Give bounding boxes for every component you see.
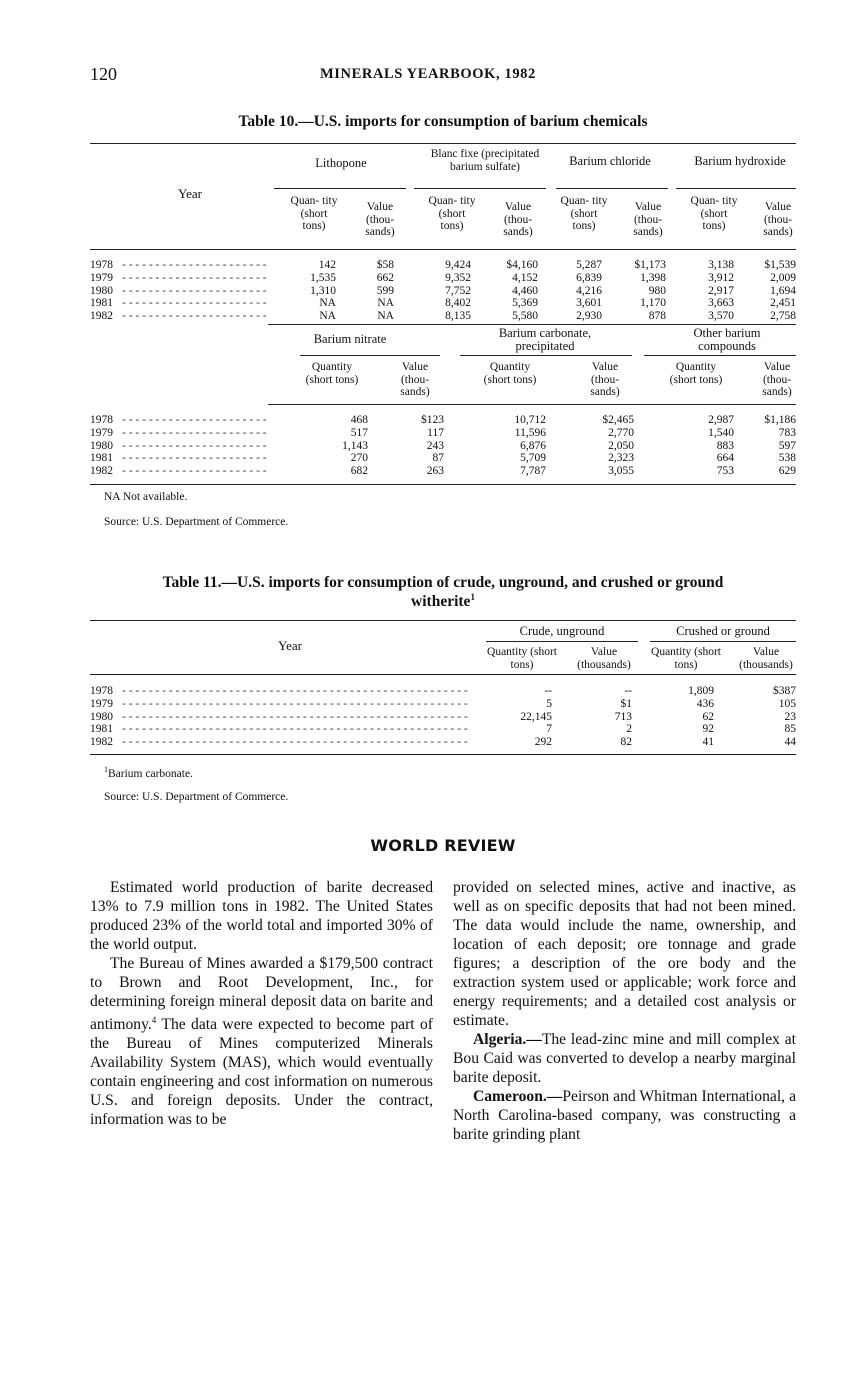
footnote-ref: 4	[151, 1015, 157, 1025]
table11-year: 1980	[90, 710, 113, 723]
country-lead: Algeria.—	[473, 1031, 542, 1048]
table-cell: --	[624, 685, 632, 697]
table10-group-other-barium: Other barium compounds	[693, 326, 761, 353]
left-column	[90, 878, 433, 1129]
table11-header-rule	[90, 674, 796, 675]
table11-group-crude: Crude, unground	[519, 624, 605, 638]
table11-title-word: witherite	[411, 593, 471, 611]
table10-bgroup-rule-3	[644, 355, 796, 356]
table10-sub-val-2: Value (thou- sands)	[503, 201, 533, 238]
table-cell: 292	[534, 736, 552, 749]
table10-bsub-qty-2: Quantity (short tons)	[483, 361, 537, 386]
table-cell: 8,402	[445, 297, 471, 310]
table-cell: 2,930	[576, 310, 602, 323]
table-cell: 3,912	[708, 271, 734, 284]
table10-group-barium-chloride: Barium chloride	[569, 154, 651, 168]
table11-sub-qty-1: Quantity (short tons)	[487, 646, 557, 671]
paragraph-text: The Bureau of Mines awarded a $179,500 contract to Brown and Root Development, Inc., for determining foreign mineral deposit data on barite and antimony.	[90, 955, 433, 1034]
table10-mid-rule	[268, 324, 796, 325]
table-cell: 753	[716, 465, 734, 478]
table10-sub-qty-2: Quan- tity (short tons)	[428, 195, 476, 232]
table-cell: $1	[620, 697, 632, 710]
table11-year-header: Year	[278, 638, 302, 653]
table11-col-crude-qty	[496, 685, 552, 749]
table10-sub-val-4: Value (thou- sands)	[763, 201, 793, 238]
table-cell: 3,601	[576, 297, 602, 310]
table11-sub-val-2: Value (thousands)	[739, 646, 793, 671]
table11-title-line2	[90, 592, 796, 611]
table-cell: 682	[350, 465, 368, 478]
right-column	[453, 878, 796, 1144]
table-cell: 5,580	[512, 310, 538, 323]
paragraph	[453, 1030, 796, 1087]
table-cell: 7	[546, 723, 552, 736]
table10-year: 1980	[90, 284, 113, 297]
table10-col-lithopone-val	[350, 259, 394, 323]
table-cell: 9,424	[445, 259, 471, 271]
table10-title: Table 10.—U.S. imports for consumption of barium chemicals	[238, 113, 648, 130]
table-cell: 2,987	[708, 414, 734, 426]
table10-bsub-qty-1: Quantity (short tons)	[305, 361, 359, 386]
table-cell: 1,535	[310, 271, 336, 284]
table-cell: 105	[778, 697, 796, 710]
table-cell: 44	[784, 736, 796, 749]
table10-year: 1978	[90, 259, 113, 271]
table-cell: 1,540	[708, 426, 734, 439]
table-cell: 9,352	[445, 271, 471, 284]
table-cell: NA	[377, 297, 394, 310]
table-cell: 2,451	[770, 297, 796, 310]
table-cell: 62	[702, 710, 714, 723]
table-cell: 980	[648, 284, 666, 297]
table-cell: 597	[778, 439, 796, 452]
table-cell: 599	[376, 284, 394, 297]
table-cell: 82	[620, 736, 632, 749]
table-cell: 783	[778, 426, 796, 439]
table-cell: 7,787	[520, 465, 546, 478]
table-cell: 1,694	[770, 284, 796, 297]
table10-top-rule	[90, 143, 796, 144]
country-lead: Cameroon.—	[473, 1088, 563, 1105]
table-cell: 5,369	[512, 297, 538, 310]
table-cell: 5,709	[520, 452, 546, 465]
table10-col-nitrate-val	[400, 414, 444, 478]
paragraph-text: Peirson and Whitman International, a North Carolina-based company, was constructing a barite grinding plant	[453, 1088, 796, 1143]
table-cell: 3,138	[708, 259, 734, 271]
table-cell: $4,160	[506, 259, 538, 271]
table-cell: $1,173	[634, 259, 666, 271]
table11-col-crude-val	[590, 685, 632, 749]
table-cell: NA	[319, 297, 336, 310]
table-cell: $1,539	[764, 259, 796, 271]
table11-title	[90, 574, 796, 611]
paragraph-text: The lead-zinc mine and mill complex at Bou Caid was converted to develop a nearby marginal barite deposit.	[453, 1031, 796, 1086]
page-number: 120	[90, 64, 117, 84]
table11-footnote-text: Barium carbonate.	[108, 767, 193, 780]
table-cell: --	[544, 685, 552, 697]
table-cell: 3,663	[708, 297, 734, 310]
table-cell: 5,287	[576, 259, 602, 271]
paragraph: Estimated world production of barite decreased 13% to 7.9 million tons in 1982. The United States produced 23% of the world total and imported 30% of the world output.	[90, 879, 433, 953]
table-cell: 468	[350, 414, 368, 426]
table10-group-rule-3	[556, 188, 668, 189]
table11-sub-qty-2: Quantity (short tons)	[651, 646, 721, 671]
table10-leaders-top: - - - - - - - - - - - - - - - - - - - - - - - - - - - - - - - - - - - - - - - - - - - - - - - - - - - - - - - - - - - - - - - - - - - - - - - - - - - - - - - - - - - - - - - - - - - - - - - - - - - - - - - - - - - - - -	[122, 259, 267, 323]
table11-title-sup: 1	[470, 592, 475, 602]
table-cell: 2,050	[608, 439, 634, 452]
table10-col-blanc-qty	[420, 259, 471, 323]
table10-year: 1982	[90, 310, 113, 323]
table11-sub-val-1: Value (thousands)	[577, 646, 631, 671]
section-heading: WORLD REVIEW	[370, 836, 516, 855]
table10-col-other-val	[748, 414, 796, 478]
paragraph	[453, 1087, 796, 1144]
table11-footnote-num: 1	[104, 765, 108, 774]
table10-col-hydroxide-qty	[688, 259, 734, 323]
table11-col-crushed-qty	[666, 685, 714, 749]
table-cell: 8,135	[445, 310, 471, 323]
table-cell: 517	[350, 426, 368, 439]
table11-year: 1979	[90, 697, 113, 710]
table10-bsub-val-3: Value (thou- sands)	[762, 361, 792, 398]
table10-bsub-val-2: Value (thou- sands)	[590, 361, 620, 398]
table-cell: 1,398	[640, 271, 666, 284]
table10-col-chloride-val	[618, 259, 666, 323]
table-cell: 4,216	[576, 284, 602, 297]
table-cell: $2,465	[602, 414, 634, 426]
table10-group-barium-nitrate: Barium nitrate	[313, 332, 387, 346]
table10-group-rule-4	[676, 188, 796, 189]
running-title: MINERALS YEARBOOK, 1982	[320, 66, 536, 82]
table11-title-line1: Table 11.—U.S. imports for consumption of crude, unground, and crushed or ground	[162, 574, 724, 591]
table-cell: 5	[546, 697, 552, 710]
table10-sub-val-3: Value (thou- sands)	[633, 201, 663, 238]
table-cell: 2,770	[608, 426, 634, 439]
table10-col-nitrate-qty	[320, 414, 368, 478]
table-cell: 6,839	[576, 271, 602, 284]
table-cell: 1,809	[688, 685, 714, 697]
table10-na-note: NA Not available.	[104, 491, 188, 503]
table-cell: 1,143	[342, 439, 368, 452]
table10-col-chloride-qty	[556, 259, 602, 323]
table10-leaders-bottom: - - - - - - - - - - - - - - - - - - - - - - - - - - - - - - - - - - - - - - - - - - - - - - - - - - - - - - - - - - - - - - - - - - - - - - - - - - - - - - - - - - - - - - - - - - - - - - - - - - - - - - - - - - - - - -	[122, 414, 267, 478]
paragraph	[90, 954, 433, 1129]
table10-col-other-qty	[688, 414, 734, 478]
table-cell: 117	[427, 426, 444, 439]
table11-year: 1981	[90, 723, 113, 736]
table10-year: 1979	[90, 426, 113, 439]
table-cell: 22,145	[520, 710, 552, 723]
table10-year: 1979	[90, 271, 113, 284]
table11-footnote	[104, 765, 193, 780]
table11-year: 1982	[90, 736, 113, 749]
table11-col-crushed-val	[750, 685, 796, 749]
table10-year: 1981	[90, 452, 113, 465]
table-cell: 270	[350, 452, 368, 465]
table-cell: 41	[702, 736, 714, 749]
table10-group-barium-hydroxide: Barium hydroxide	[694, 154, 786, 168]
table-cell: 629	[778, 465, 796, 478]
table10-sub-qty-4: Quan- tity (short tons)	[690, 195, 738, 232]
table10-year: 1978	[90, 414, 113, 426]
table-cell: 4,460	[512, 284, 538, 297]
table10-bottom-rule	[90, 484, 796, 485]
table-cell: 713	[614, 710, 632, 723]
table10-group-blanc-fixe: Blanc fixe (precipitated barium sulfate)	[430, 148, 540, 173]
table11-year: 1978	[90, 685, 113, 697]
table10-bheader-rule	[268, 404, 796, 405]
table10-year: 1980	[90, 439, 113, 452]
table11-group-rule-2	[650, 641, 796, 642]
table10-sub-qty-3: Quan- tity (short tons)	[560, 195, 608, 232]
table-cell: 2,323	[608, 452, 634, 465]
table-cell: $123	[421, 414, 444, 426]
table-cell: 1,170	[640, 297, 666, 310]
table-cell: 436	[696, 697, 714, 710]
table11-leaders: - - - - - - - - - - - - - - - - - - - - - - - - - - - - - - - - - - - - - - - - - - - - - - - - - - - - - - - - - - - - - - - - - - - - - - - - - - - - - - - - - - - - - - - - - - - - - - - - - - - - - - - - - - - - - - - - - - - - - - - - - - - - - - - - - - - - - - - - - - - - - - - - - - - - - - - - - - - - - - - - - - - - - - - - - - - - - - - - - - - - - - - - - - - - - - - - - - - - - - - - - - - - - - - - - - - - - - - - - - - - - - - - - - - - - - - - - - - - - - - - - - - - - - - - - - - - - - - - - - - -	[122, 685, 468, 749]
table-cell: 85	[784, 723, 796, 736]
table-cell: 263	[426, 465, 444, 478]
table-cell: 6,876	[520, 439, 546, 452]
table10-sub-qty-1: Quan- tity (short tons)	[290, 195, 338, 232]
table-cell: 662	[376, 271, 394, 284]
table11-source: Source: U.S. Department of Commerce.	[104, 791, 289, 803]
table-cell: 243	[426, 439, 444, 452]
table10-sub-val-1: Value (thou- sands)	[365, 201, 395, 238]
table-cell: 2,917	[708, 284, 734, 297]
table-cell: 4,152	[512, 271, 538, 284]
table-cell: $58	[376, 259, 394, 271]
table10-col-lithopone-qty	[290, 259, 336, 323]
table10-bgroup-rule-2	[460, 355, 632, 356]
table-cell: 2,009	[770, 271, 796, 284]
table-cell: 664	[716, 452, 734, 465]
table-cell: 2,758	[770, 310, 796, 323]
table10-col-blanc-val	[488, 259, 538, 323]
table10-bgroup-rule-1	[300, 355, 440, 356]
table-cell: NA	[319, 310, 336, 323]
table10-year-header: Year	[178, 186, 202, 201]
table-cell: 23	[784, 710, 796, 723]
table11-top-rule	[90, 620, 796, 621]
table-cell: 3,570	[708, 310, 734, 323]
table10-group-rule-1	[274, 188, 406, 189]
table10-col-carbonate-val	[584, 414, 634, 478]
table-cell: 538	[778, 452, 796, 465]
table-cell: 878	[648, 310, 666, 323]
table10-col-carbonate-qty	[494, 414, 546, 478]
paragraph: provided on selected mines, active and inactive, as well as on specific deposits that had not been mined. The data would include the name, ownership, and location of each deposit; ore tonnage and grade figures; a description of the ore body and the extraction system used or applicable; work force and energy requirements; and a detailed cost analysis or estimate.	[453, 879, 796, 1029]
table-cell: 883	[716, 439, 734, 452]
table-cell: 2	[626, 723, 632, 736]
table11-group-crushed: Crushed or ground	[676, 624, 770, 638]
table-cell: 11,596	[514, 426, 546, 439]
table-cell: NA	[377, 310, 394, 323]
paragraph-text: The data were expected to become part of the Bureau of Mines computerized Minerals Availability System (MAS), which would eventually contain engineering and cost information on numerous U.S. and foreign deposits. Under the contract, information was to be	[90, 1016, 433, 1129]
table-cell: 87	[432, 452, 444, 465]
table10-group-barium-carbonate: Barium carbonate, precipitated	[498, 326, 592, 353]
table-cell: 142	[318, 259, 336, 271]
table11-bottom-rule	[90, 754, 796, 755]
table10-group-rule-2	[414, 188, 546, 189]
table10-year: 1982	[90, 465, 113, 478]
table-cell: 3,055	[608, 465, 634, 478]
table10-group-lithopone: Lithopone	[315, 156, 367, 170]
table-cell: $387	[773, 685, 796, 697]
table-cell: 10,712	[514, 414, 546, 426]
table10-bsub-val-1: Value (thou- sands)	[400, 361, 430, 398]
table10-col-hydroxide-val	[748, 259, 796, 323]
table10-source: Source: U.S. Department of Commerce.	[104, 516, 289, 528]
table-cell: 92	[702, 723, 714, 736]
table10-header-rule	[90, 249, 796, 250]
table-cell: 7,752	[445, 284, 471, 297]
table10-bsub-qty-3: Quantity (short tons)	[669, 361, 723, 386]
table10-year: 1981	[90, 297, 113, 310]
table11-group-rule-1	[486, 641, 638, 642]
table-cell: $1,186	[764, 414, 796, 426]
table-cell: 1,310	[310, 284, 336, 297]
